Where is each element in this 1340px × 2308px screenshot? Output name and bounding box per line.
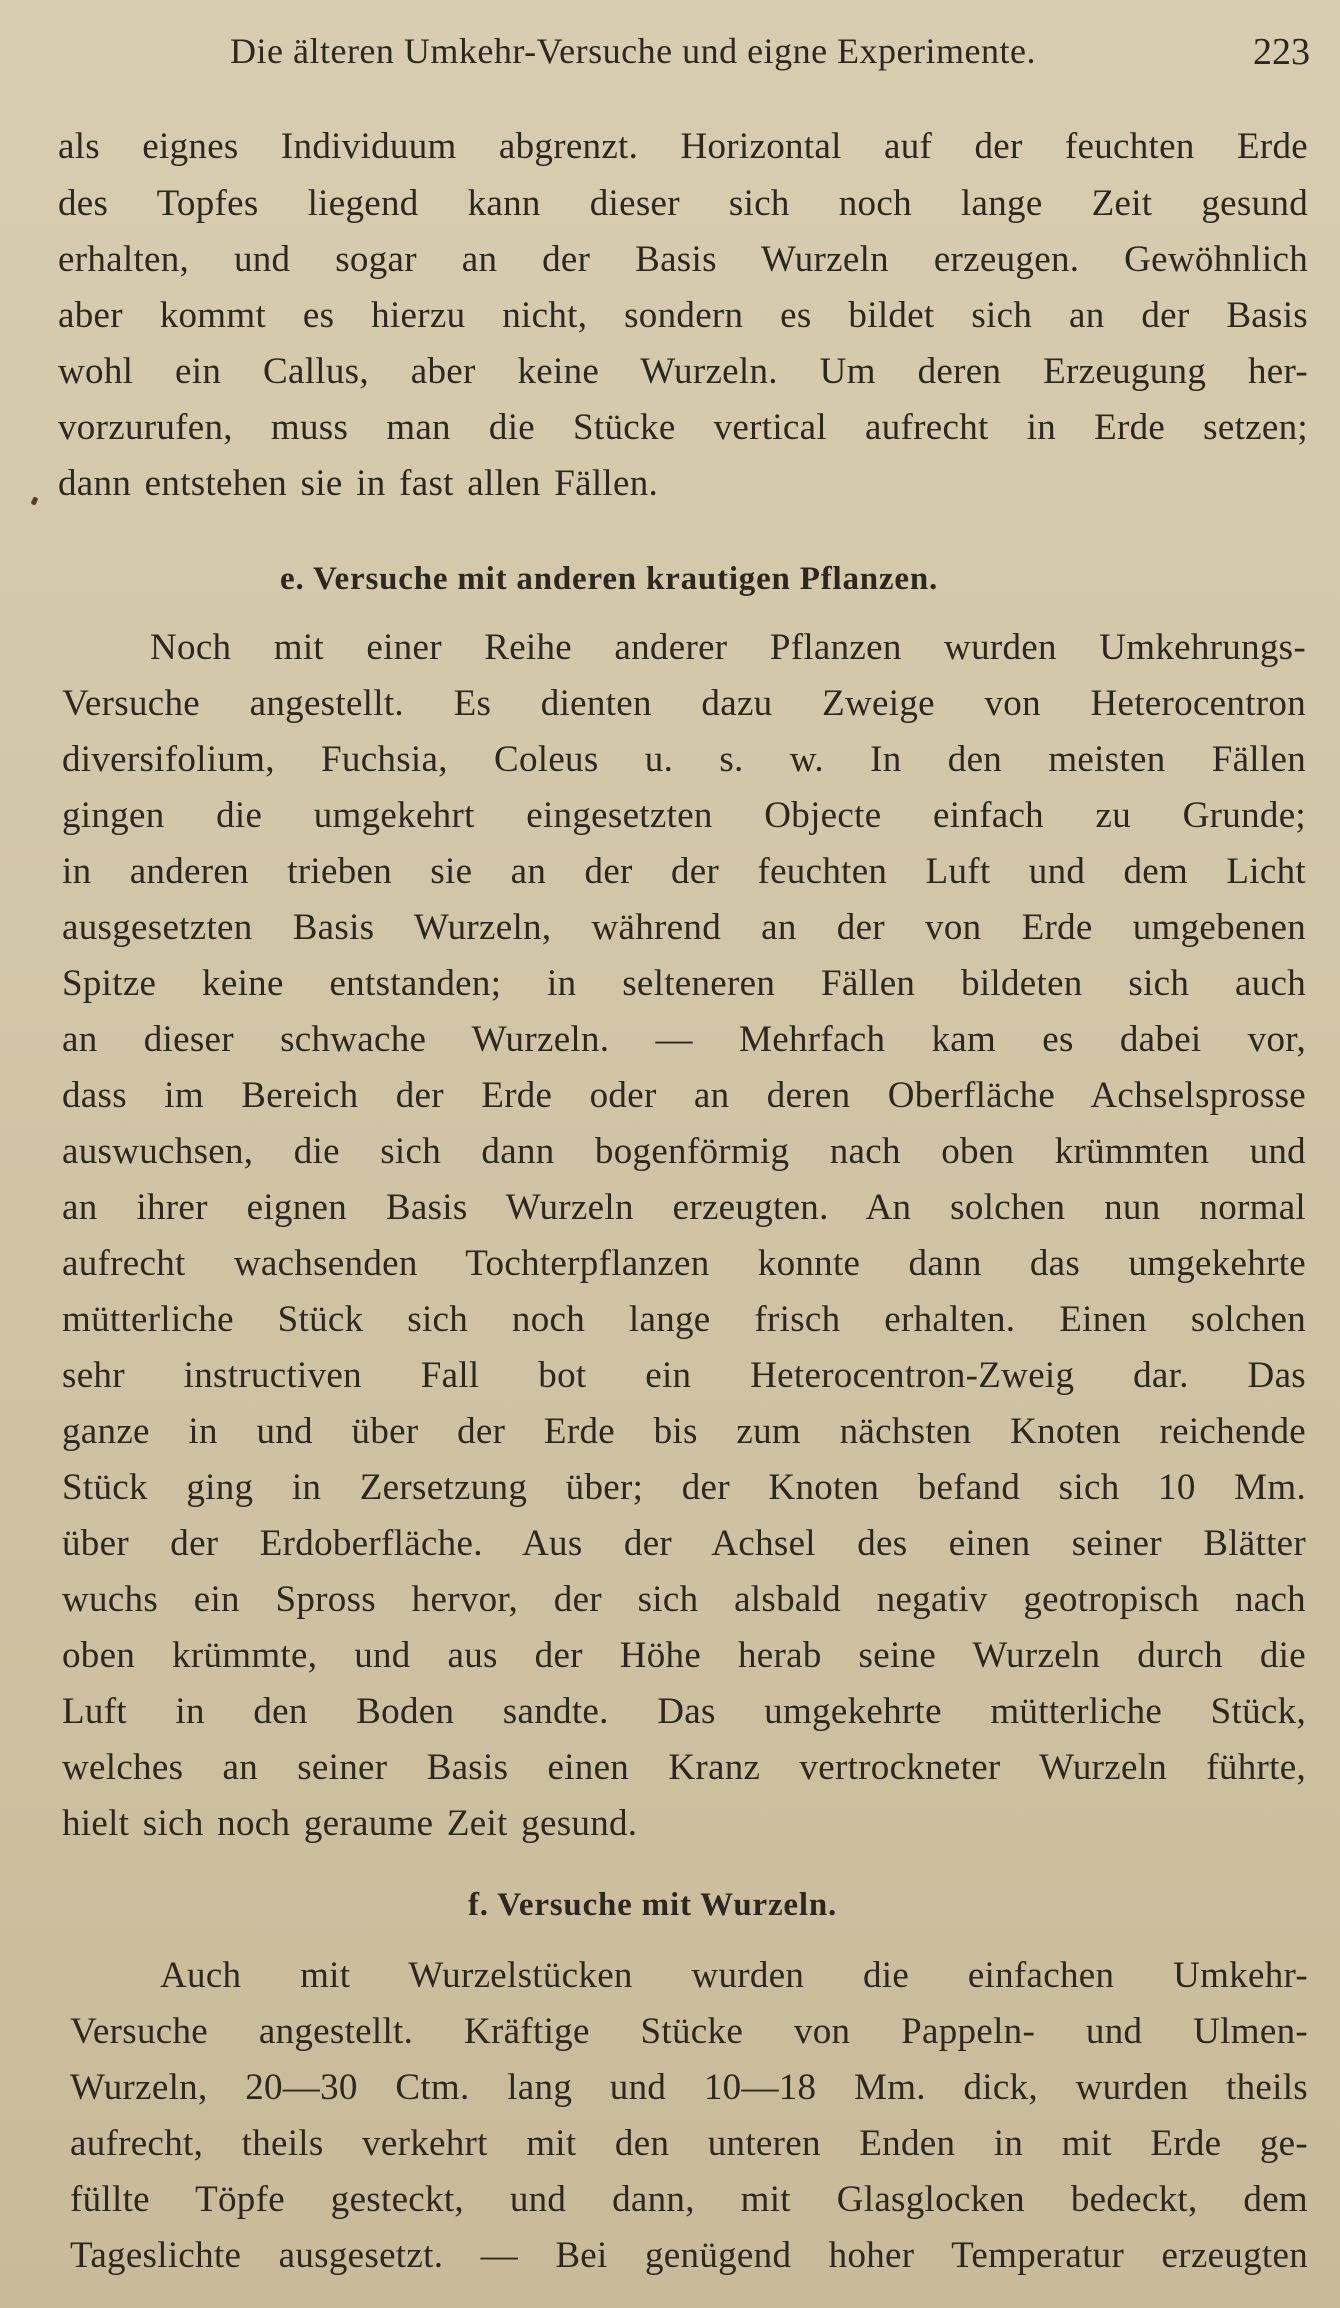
paragraph-1-line-1: als eignes Individuum abgrenzt. Horizontal auf der feuchten Erde — [58, 126, 1308, 167]
section-e-line-21: welches an seiner Basis einen Kranz vertrockneter Wurzeln führte, — [62, 1747, 1306, 1788]
section-f-line-6: Tageslichte ausgesetzt. — Bei genügend hoher Temperatur erzeugten — [70, 2235, 1308, 2276]
section-f-heading: f. Versuche mit Wurzeln. — [468, 1887, 838, 1923]
section-f-line-2: Versuche angestellt. Kräftige Stücke von Pappeln- und Ulmen- — [70, 2011, 1308, 2052]
paragraph-1-line-4: aber kommt es hierzu nicht, sondern es bildet sich an der Basis — [58, 295, 1308, 336]
page-header — [60, 30, 1310, 80]
section-e-heading: e. Versuche mit anderen krautigen Pflanzen. — [280, 561, 939, 597]
section-f-line-4: aufrecht, theils verkehrt mit den unteren Enden in mit Erde ge- — [70, 2123, 1308, 2164]
section-e-line-15: ganze in und über der Erde bis zum nächsten Knoten reichende — [62, 1411, 1306, 1452]
ink-spot — [31, 496, 39, 505]
paragraph-1-line-5: wohl ein Callus, aber keine Wurzeln. Um deren Erzeugung her- — [58, 351, 1308, 392]
section-e-line-12: aufrecht wachsenden Tochterpflanzen konnte dann das umgekehrte — [62, 1243, 1306, 1284]
section-e-line-16: Stück ging in Zersetzung über; der Knoten befand sich 10 Mm. — [62, 1467, 1306, 1508]
paragraph-1-line-2: des Topfes liegend kann dieser sich noch lange Zeit gesund — [58, 183, 1308, 224]
section-e-line-6: ausgesetzten Basis Wurzeln, während an der von Erde umgebenen — [62, 907, 1306, 948]
section-e-line-2: Versuche angestellt. Es dienten dazu Zweige von Heterocentron — [62, 683, 1306, 724]
section-e-line-19: oben krümmte, und aus der Höhe herab seine Wurzeln durch die — [62, 1635, 1306, 1676]
section-e-line-10: auswuchsen, die sich dann bogenförmig nach oben krümmten und — [62, 1131, 1306, 1172]
page-number: 223 — [1253, 31, 1310, 73]
section-e-line-14: sehr instructiven Fall bot ein Heterocentron-Zweig dar. Das — [62, 1355, 1306, 1396]
section-e-line-17: über der Erdoberfläche. Aus der Achsel des einen seiner Blätter — [62, 1523, 1306, 1564]
section-e-line-4: gingen die umgekehrt eingesetzten Objecte einfach zu Grunde; — [62, 795, 1306, 836]
section-e-line-3: diversifolium, Fuchsia, Coleus u. s. w. In den meisten Fällen — [62, 739, 1306, 780]
paragraph-1-line-6: vorzurufen, muss man die Stücke vertical aufrecht in Erde setzen; — [58, 407, 1308, 448]
section-e-line-8: an dieser schwache Wurzeln. — Mehrfach kam es dabei vor, — [62, 1019, 1306, 1060]
section-e-line-7: Spitze keine entstanden; in selteneren Fällen bildeten sich auch — [62, 963, 1306, 1004]
section-e-line-20: Luft in den Boden sandte. Das umgekehrte mütterliche Stück, — [62, 1691, 1306, 1732]
section-e-line-13: mütterliche Stück sich noch lange frisch erhalten. Einen solchen — [62, 1299, 1306, 1340]
section-f-line-3: Wurzeln, 20—30 Ctm. lang und 10—18 Mm. dick, wurden theils — [70, 2067, 1308, 2108]
section-f-line-5: füllte Töpfe gesteckt, und dann, mit Glasglocken bedeckt, dem — [70, 2179, 1308, 2220]
running-head: Die älteren Umkehr-Versuche und eigne Experimente. — [230, 31, 1036, 71]
section-e-line-18: wuchs ein Spross hervor, der sich alsbald negativ geotropisch nach — [62, 1579, 1306, 1620]
section-e-line-9: dass im Bereich der Erde oder an deren Oberfläche Achselsprosse — [62, 1075, 1306, 1116]
section-e-line-22: hielt sich noch geraume Zeit gesund. — [62, 1803, 638, 1844]
paragraph-1-line-7: dann entstehen sie in fast allen Fällen. — [58, 463, 659, 504]
paragraph-1-line-3: erhalten, und sogar an der Basis Wurzeln erzeugen. Gewöhnlich — [58, 239, 1308, 280]
section-e-line-11: an ihrer eignen Basis Wurzeln erzeugten. An solchen nun normal — [62, 1187, 1306, 1228]
section-f-line-1: Auch mit Wurzelstücken wurden die einfachen Umkehr- — [160, 1955, 1308, 1996]
section-e-line-5: in anderen trieben sie an der der feuchten Luft und dem Licht — [62, 851, 1306, 892]
section-e-line-1: Noch mit einer Reihe anderer Pflanzen wurden Umkehrungs- — [150, 627, 1306, 668]
